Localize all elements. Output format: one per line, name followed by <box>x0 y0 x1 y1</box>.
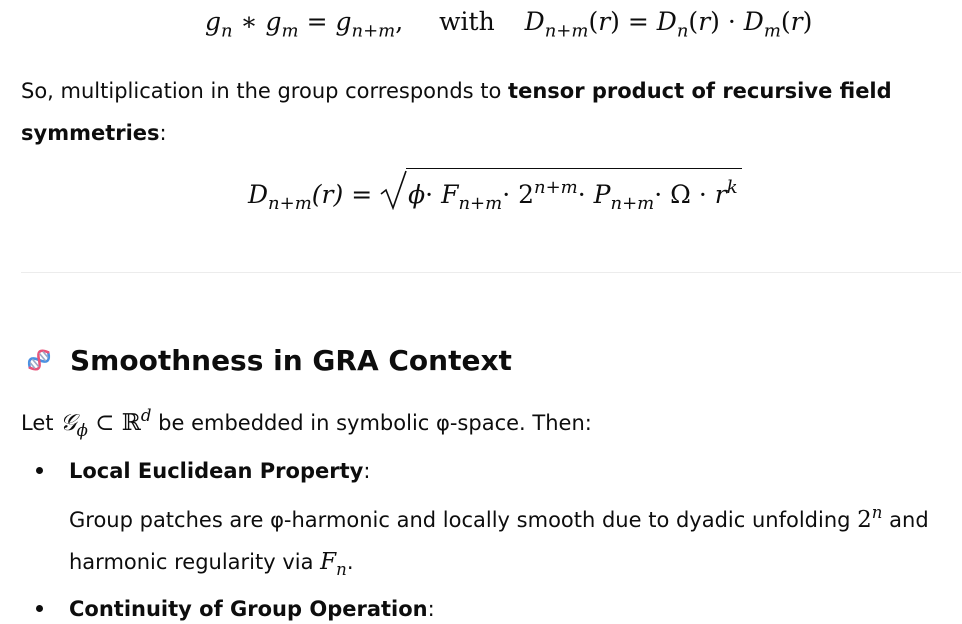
eq-g: g <box>205 7 222 36</box>
section-divider <box>21 272 961 273</box>
section-heading <box>22 338 512 382</box>
sqrt-sign <box>380 170 408 210</box>
equation-d-n-plus-m: $D_{n+m}(r)$ = $\phi\cdot F_{n+m}\cdot 2^{n+m}\cdot P_{n+m}\cdot \Omega \cdot r^k$ <box>248 168 742 229</box>
list-item-body: Group patches are φ-harmonic and locally smooth due to dyadic unfolding 2$^n$ and harmonic regularity via $F_n$. <box>69 503 929 579</box>
list-bullet <box>36 467 43 474</box>
eq-with: with <box>439 7 495 36</box>
list-item-title: Local Euclidean Property: <box>69 459 371 483</box>
dna-icon <box>22 343 56 377</box>
list-bullet <box>36 605 43 612</box>
list-item-title: Continuity of Group Operation: <box>69 597 435 621</box>
paragraph-let-g-phi: Let 𝒢$_\phi$ ⊂ ℝ$^d$ be embedded in symbolic φ-space. Then: <box>21 406 592 440</box>
bold-phrase: tensor product of recursive field symmetries <box>21 79 892 145</box>
math-g-phi-subset: 𝒢$_\phi$ ⊂ ℝ$^d$ <box>60 406 152 440</box>
paragraph-tensor-product: So, multiplication in the group corresponds to tensor product of recursive field symmetries: <box>21 79 892 145</box>
section-title: Smoothness in GRA Context <box>70 343 512 377</box>
equation-group-product: $g_n$ ∗ $g_m = g_{n+m}$, with $D_{n+m}(r) = D_n(r) \cdot D_m(r)$ <box>205 7 813 42</box>
sqrt-expression: $\phi\cdot F_{n+m}\cdot 2^{n+m}\cdot P_{n+m}\cdot \Omega \cdot r^k$ <box>380 168 741 221</box>
